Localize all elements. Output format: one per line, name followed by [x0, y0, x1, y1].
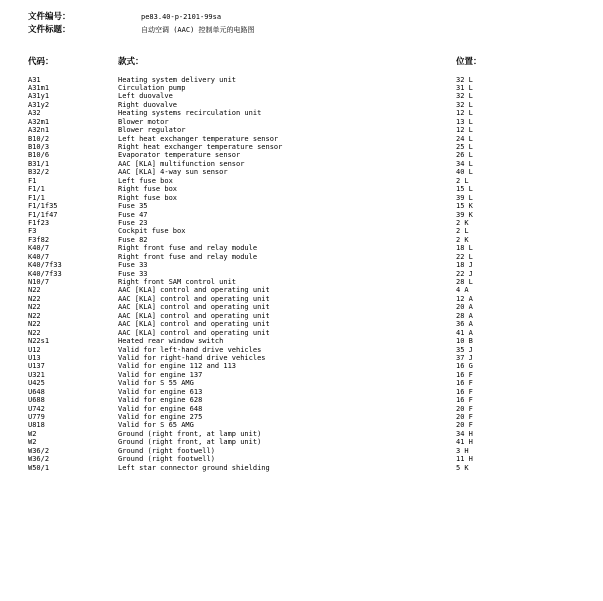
row-code: W2	[28, 438, 37, 447]
row-description: Right front fuse and relay module	[118, 252, 258, 261]
row-code: A32n1	[28, 126, 50, 135]
table-row	[0, 244, 603, 252]
row-description: Blower motor	[118, 117, 169, 126]
table-row	[0, 101, 603, 109]
row-code: F1/1	[28, 193, 45, 202]
row-position: 16 G	[456, 362, 473, 371]
row-position: 4 A	[456, 286, 469, 295]
table-row	[0, 236, 603, 244]
row-code: F1f23	[28, 218, 50, 227]
row-position: 25 L	[456, 143, 473, 151]
row-description: Right front SAM control unit	[118, 278, 237, 286]
row-code: K40/7f33	[28, 269, 62, 278]
row-position: 32 L	[456, 100, 473, 109]
row-position: 35 J	[456, 345, 473, 354]
row-description: Valid for left-hand drive vehicles	[118, 345, 262, 354]
table-row	[0, 346, 603, 354]
row-description: Ground (right front, at lamp unit)	[118, 429, 262, 438]
row-description: Valid for right-hand drive vehicles	[118, 353, 266, 362]
row-code: N22s1	[28, 337, 50, 346]
row-description: Fuse 33	[118, 269, 148, 278]
row-code: K40/7	[28, 252, 50, 261]
row-description: Ground (right footwell)	[118, 446, 215, 455]
row-position: 18 L	[456, 244, 473, 253]
table-row	[0, 379, 603, 387]
row-code: U12	[28, 345, 41, 354]
row-code: A31	[28, 75, 41, 84]
table-row	[0, 413, 603, 421]
row-description: AAC [KLA] control and operating unit	[118, 311, 270, 320]
row-position: 12 A	[456, 294, 473, 303]
row-position: 32 L	[456, 75, 473, 84]
row-position: 16 F	[456, 396, 473, 405]
row-description: Valid for engine 137	[118, 370, 203, 379]
row-description: Valid for S 55 AMG	[118, 379, 194, 388]
row-code: A31m1	[28, 83, 50, 92]
row-description: AAC [KLA] multifunction sensor	[118, 159, 245, 168]
row-position: 20 F	[456, 413, 473, 421]
row-code: U137	[28, 362, 45, 371]
table-row	[0, 362, 603, 370]
row-position: 15 L	[456, 185, 473, 194]
row-position: 11 H	[456, 455, 473, 464]
row-code: K40/7	[28, 244, 50, 253]
row-position: 41 A	[456, 328, 473, 337]
row-description: AAC [KLA] control and operating unit	[118, 286, 270, 295]
table-row	[0, 388, 603, 396]
row-description: Fuse 47	[118, 210, 148, 219]
row-code: U688	[28, 396, 45, 405]
row-description: Left star connector ground shielding	[118, 463, 270, 472]
row-code: W50/1	[28, 463, 50, 472]
row-position: 10 B	[456, 337, 473, 346]
row-code: U779	[28, 413, 45, 421]
table-row	[0, 135, 603, 143]
table-row	[0, 143, 603, 151]
row-code: F1/1f47	[28, 210, 58, 219]
row-description: Heating systems recirculation unit	[118, 109, 262, 118]
row-description: Fuse 82	[118, 235, 148, 244]
row-code: W36/2	[28, 446, 50, 455]
row-code: A32m1	[28, 117, 50, 126]
table-row	[0, 303, 603, 311]
row-position: 32 L	[456, 92, 473, 101]
row-description: Blower regulator	[118, 126, 186, 135]
table-row	[0, 270, 603, 278]
row-description: Right front fuse and relay module	[118, 244, 258, 253]
row-description: AAC [KLA] 4-way sun sensor	[118, 168, 228, 177]
table-row	[0, 211, 603, 219]
row-description: Cockpit fuse box	[118, 227, 186, 236]
table-row	[0, 253, 603, 261]
table-row	[0, 151, 603, 159]
row-position: 15 K	[456, 202, 473, 211]
table-row	[0, 194, 603, 202]
row-code: U648	[28, 387, 45, 396]
row-code: U321	[28, 370, 45, 379]
table-row	[0, 312, 603, 320]
row-position: 2 L	[456, 227, 469, 236]
row-position: 12 L	[456, 109, 473, 118]
table-row	[0, 438, 603, 446]
row-position: 2 K	[456, 218, 469, 227]
table-row	[0, 295, 603, 303]
table-row	[0, 421, 603, 429]
row-code: A32	[28, 109, 41, 118]
row-code: B32/2	[28, 168, 50, 177]
column-header-position: 位置：	[456, 57, 482, 67]
row-code: N22	[28, 311, 41, 320]
table-row	[0, 354, 603, 362]
row-code: N22	[28, 320, 41, 329]
row-description: Heating system delivery unit	[118, 75, 237, 84]
row-description: Left heat exchanger temperature sensor	[118, 134, 279, 143]
row-position: 13 L	[456, 117, 473, 126]
row-code: N22	[28, 303, 41, 312]
row-position: 18 J	[456, 261, 473, 270]
row-code: F1	[28, 176, 37, 185]
table-row	[0, 185, 603, 193]
row-position: 16 F	[456, 370, 473, 379]
row-description: AAC [KLA] control and operating unit	[118, 294, 270, 303]
row-description: Left fuse box	[118, 176, 173, 185]
table-row	[0, 92, 603, 100]
row-position: 39 K	[456, 210, 473, 219]
row-description: Valid for engine 112 and 113	[118, 362, 237, 371]
row-position: 39 L	[456, 193, 473, 202]
row-position: 3 H	[456, 446, 469, 455]
component-list	[0, 76, 603, 473]
row-description: Valid for S 65 AMG	[118, 421, 194, 430]
row-code: F1/1f35	[28, 202, 58, 211]
row-code: A31y1	[28, 92, 50, 101]
row-code: A31y2	[28, 100, 50, 109]
row-description: AAC [KLA] control and operating unit	[118, 303, 270, 312]
row-code: U818	[28, 421, 45, 430]
table-row	[0, 455, 603, 463]
column-header-code: 代码：	[28, 57, 54, 67]
row-description: AAC [KLA] control and operating unit	[118, 328, 270, 337]
row-code: U742	[28, 404, 45, 413]
row-description: Left duovalve	[118, 92, 173, 101]
table-row	[0, 160, 603, 168]
row-position: 34 H	[456, 429, 473, 438]
row-position: 20 A	[456, 303, 473, 312]
row-code: B10/6	[28, 151, 50, 160]
row-description: Fuse 23	[118, 218, 148, 227]
table-row	[0, 126, 603, 134]
row-position: 5 K	[456, 463, 469, 472]
row-position: 20 F	[456, 421, 473, 430]
row-code: N22	[28, 286, 41, 295]
row-code: W2	[28, 429, 37, 438]
table-row	[0, 168, 603, 176]
row-position: 34 L	[456, 159, 473, 168]
row-description: Right duovalve	[118, 100, 178, 109]
row-position: 37 J	[456, 353, 473, 362]
row-description: Valid for engine 613	[118, 387, 203, 396]
row-position: 16 F	[456, 379, 473, 388]
row-description: Right heat exchanger temperature sensor	[118, 143, 283, 151]
row-code: F1/1	[28, 185, 45, 194]
row-position: 12 L	[456, 126, 473, 135]
row-description: Fuse 33	[118, 261, 148, 270]
table-row	[0, 337, 603, 345]
row-code: B31/1	[28, 159, 50, 168]
row-position: 26 L	[456, 151, 473, 160]
row-position: 41 H	[456, 438, 473, 447]
row-code: U425	[28, 379, 45, 388]
row-position: 16 F	[456, 387, 473, 396]
row-description: Circulation pump	[118, 83, 186, 92]
table-row	[0, 227, 603, 235]
row-code: B10/3	[28, 143, 50, 151]
row-position: 22 J	[456, 269, 473, 278]
doc-title-label: 文件标题：	[28, 25, 71, 35]
table-row	[0, 84, 603, 92]
row-position: 31 L	[456, 83, 473, 92]
table-row	[0, 76, 603, 84]
row-code: B10/2	[28, 134, 50, 143]
table-row	[0, 371, 603, 379]
row-description: Valid for engine 648	[118, 404, 203, 413]
table-row	[0, 278, 603, 286]
row-description: Valid for engine 628	[118, 396, 203, 405]
doc-number-value: pe83.40-p-2101-99sa	[141, 13, 222, 21]
row-position: 2 L	[456, 176, 469, 185]
row-description: AAC [KLA] control and operating unit	[118, 320, 270, 329]
row-description: Right fuse box	[118, 193, 178, 202]
table-row	[0, 261, 603, 269]
table-row	[0, 329, 603, 337]
row-description: Ground (right footwell)	[118, 455, 215, 464]
row-description: Evaporator temperature sensor	[118, 151, 241, 160]
row-description: Fuse 35	[118, 202, 148, 211]
table-row	[0, 118, 603, 126]
table-row	[0, 430, 603, 438]
row-code: N22	[28, 328, 41, 337]
row-code: K40/7f33	[28, 261, 62, 270]
row-position: 28 L	[456, 278, 473, 286]
table-row	[0, 396, 603, 404]
row-position: 28 A	[456, 311, 473, 320]
table-row	[0, 286, 603, 294]
row-position: 40 L	[456, 168, 473, 177]
row-position: 22 L	[456, 252, 473, 261]
table-row	[0, 405, 603, 413]
table-row	[0, 109, 603, 117]
table-row	[0, 177, 603, 185]
column-header-description: 款式：	[118, 57, 144, 67]
table-row	[0, 447, 603, 455]
row-description: Right fuse box	[118, 185, 178, 194]
row-code: N22	[28, 294, 41, 303]
table-row	[0, 219, 603, 227]
row-position: 36 A	[456, 320, 473, 329]
row-code: F3	[28, 227, 37, 236]
row-position: 2 K	[456, 235, 469, 244]
row-code: W36/2	[28, 455, 50, 464]
row-position: 24 L	[456, 134, 473, 143]
row-code: N10/7	[28, 278, 50, 286]
doc-number-label: 文件编号：	[28, 12, 71, 22]
row-code: F3f82	[28, 235, 50, 244]
row-code: U13	[28, 353, 41, 362]
table-row	[0, 464, 603, 472]
row-description: Heated rear window switch	[118, 337, 224, 346]
table-row	[0, 202, 603, 210]
row-description: Ground (right front, at lamp unit)	[118, 438, 262, 447]
doc-title-value: 自动空调 (AAC) 控制单元的电路图	[141, 26, 255, 34]
row-position: 20 F	[456, 404, 473, 413]
table-row	[0, 320, 603, 328]
row-description: Valid for engine 275	[118, 413, 203, 421]
